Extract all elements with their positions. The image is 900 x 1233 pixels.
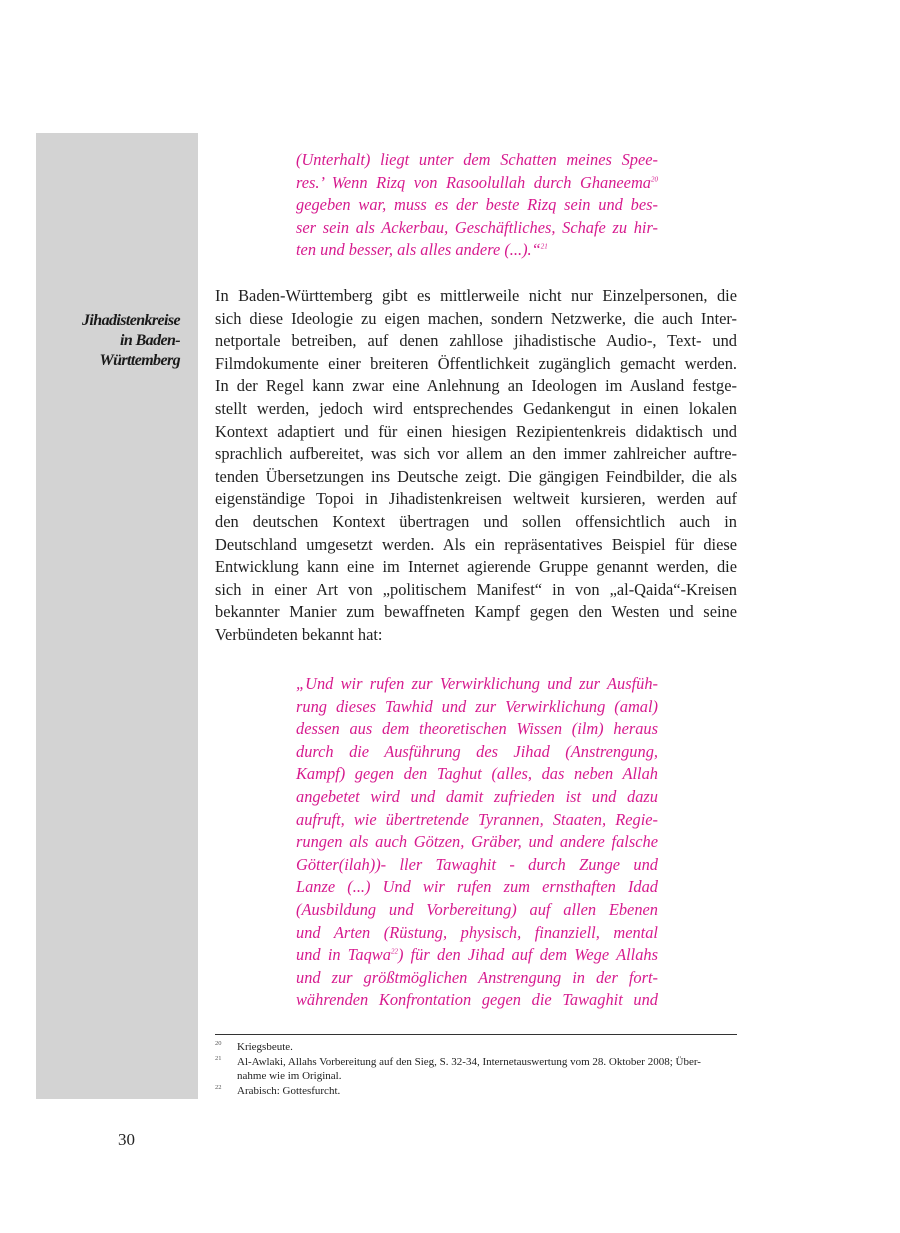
quote-line: und zur größtmöglichen Anstrengung in der fort- bbox=[296, 967, 658, 987]
body-line: Verbündeten bekannt hat: bbox=[215, 624, 383, 644]
footnote-text: nahme wie im Original. bbox=[237, 1070, 342, 1082]
footnotes bbox=[215, 1040, 737, 1098]
body-line: Kontext adaptiert und für einen hiesigen Rezipientenkreis didaktisch und bbox=[215, 421, 737, 441]
footnote-divider bbox=[215, 1034, 737, 1035]
footnote-text: Al-Awlaki, Allahs Vorbereitung auf den Sieg, S. 32-34, Internetauswertung vom 28. Oktober 2008; Über- bbox=[237, 1055, 701, 1068]
margin-heading-line: Jihadistenkreise bbox=[82, 312, 180, 329]
quote-line: (Ausbildung und Vorbereitung) auf allen Ebenen bbox=[296, 899, 658, 919]
quote-line: (Unterhalt) liegt unter dem Schatten meines Spee- bbox=[296, 150, 658, 169]
footnote-number: 21 bbox=[215, 1054, 222, 1062]
quote-line: res.’ Wenn Rizq von Rasoolullah durch Ghaneema$^{20}$ bbox=[296, 172, 658, 192]
body-line: sprachlich aufbereitet, was sich vor allem an den immer zahlreicher auftre- bbox=[215, 444, 737, 464]
margin-heading bbox=[40, 311, 180, 371]
body-line: In der Regel kann zwar eine Anlehnung an Ideologen im Ausland festge- bbox=[215, 376, 737, 396]
footnote-ref-21: 21 bbox=[540, 242, 548, 251]
margin-heading-line: Württemberg bbox=[99, 352, 180, 369]
quote-line: angebetet wird und damit zufrieden ist und dazu bbox=[296, 786, 658, 806]
quote-line: und Arten (Rüstung, physisch, finanziell, mental bbox=[296, 922, 658, 942]
body-line: Deutschland umgesetzt werden. Als ein repräsentatives Beispiel für diese bbox=[215, 534, 737, 554]
body-line: bekannter Manier zum bewaffneten Kampf gegen den Westen und seine bbox=[215, 602, 737, 622]
body-line: stellt werden, jedoch wird entsprechendes Gedankengut in einen lokalen bbox=[215, 398, 737, 418]
margin-sidebar bbox=[36, 133, 198, 1099]
body-line: Filmdokumente einer breiteren Öffentlichkeit zugänglich gemacht werden. bbox=[215, 353, 737, 373]
quote-line: durch die Ausführung des Jihad (Anstrengung, bbox=[296, 741, 658, 761]
body-line: eigenständige Topoi in Jihadistenkreisen weltweit kursieren, werden auf bbox=[215, 489, 737, 509]
body-line: tenden Übersetzungen ins Deutsche zeigt. Die gängigen Feindbilder, die als bbox=[215, 466, 737, 486]
body-line: sich diese Ideologie zu eigen machen, sondern Netzwerke, die auch Inter- bbox=[215, 308, 737, 328]
body-paragraph bbox=[215, 285, 737, 647]
footnote-number: 20 bbox=[215, 1040, 222, 1047]
quote-line: gegeben war, muss es der beste Rizq sein und bes- bbox=[296, 195, 658, 215]
quote-line: Lanze (...) Und wir rufen zum ernsthaften Idad bbox=[296, 877, 658, 897]
block-quote-bottom bbox=[296, 673, 658, 1012]
body-line: netportale betreiben, auf denen zahllose jihadistische Audio-, Text- und bbox=[215, 331, 737, 351]
body-line: Entwicklung kann eine im Internet agierende Gruppe genannt werden, die bbox=[215, 557, 737, 577]
quote-line: rungen als auch Götzen, Gräber, und andere falsche bbox=[296, 832, 658, 852]
footnote-22 bbox=[215, 1084, 737, 1099]
quote-line: ser sein als Ackerbau, Geschäftliches, Schafe zu hir- bbox=[296, 217, 658, 237]
quote-line: Götter(ilah))- ller Tawaghit - durch Zunge und bbox=[296, 854, 658, 874]
quote-line: währenden Konfrontation gegen die Tawaghit und bbox=[296, 990, 658, 1010]
margin-heading-line: in Baden- bbox=[120, 332, 180, 349]
page-number: 30 bbox=[118, 1130, 135, 1149]
quote-line: „Und wir rufen zur Verwirklichung und zur Ausfüh- bbox=[296, 674, 658, 693]
quote-line: ten und besser, als alles andere (...).“$^{21}$ bbox=[296, 240, 548, 260]
footnote-21 bbox=[215, 1055, 737, 1084]
quote-line: und in Taqwa$^{22}$) für den Jihad auf dem Wege Allahs bbox=[296, 945, 658, 965]
footnote-number: 22 bbox=[215, 1083, 222, 1091]
body-line: sich in einer Art von „politischem Manifest“ in von „al-Qaida“-Kreisen bbox=[215, 579, 737, 599]
footnote-text: Kriegsbeute. bbox=[237, 1041, 293, 1053]
footnote-20 bbox=[215, 1040, 737, 1055]
quote-line: rung dieses Tawhid und zur Verwirklichung (amal) bbox=[296, 696, 658, 716]
quote-line: Kampf) gegen den Taghut (alles, das neben Allah bbox=[296, 764, 658, 784]
body-line: den deutschen Kontext übertragen und sollen offensichtlich auch in bbox=[215, 511, 737, 531]
quote-line: dessen aus dem theoretischen Wissen (ilm) heraus bbox=[296, 719, 658, 739]
body-line: In Baden-Württemberg gibt es mittlerweile nicht nur Einzelpersonen, die bbox=[215, 286, 737, 305]
quote-line: aufruft, wie übertretende Tyrannen, Staaten, Regie- bbox=[296, 809, 658, 829]
footnote-ref-22: 22 bbox=[390, 947, 398, 956]
block-quote-top bbox=[296, 149, 658, 262]
footnote-text: Arabisch: Gottesfurcht. bbox=[237, 1084, 341, 1097]
footnote-ref-20: 20 bbox=[651, 175, 658, 184]
